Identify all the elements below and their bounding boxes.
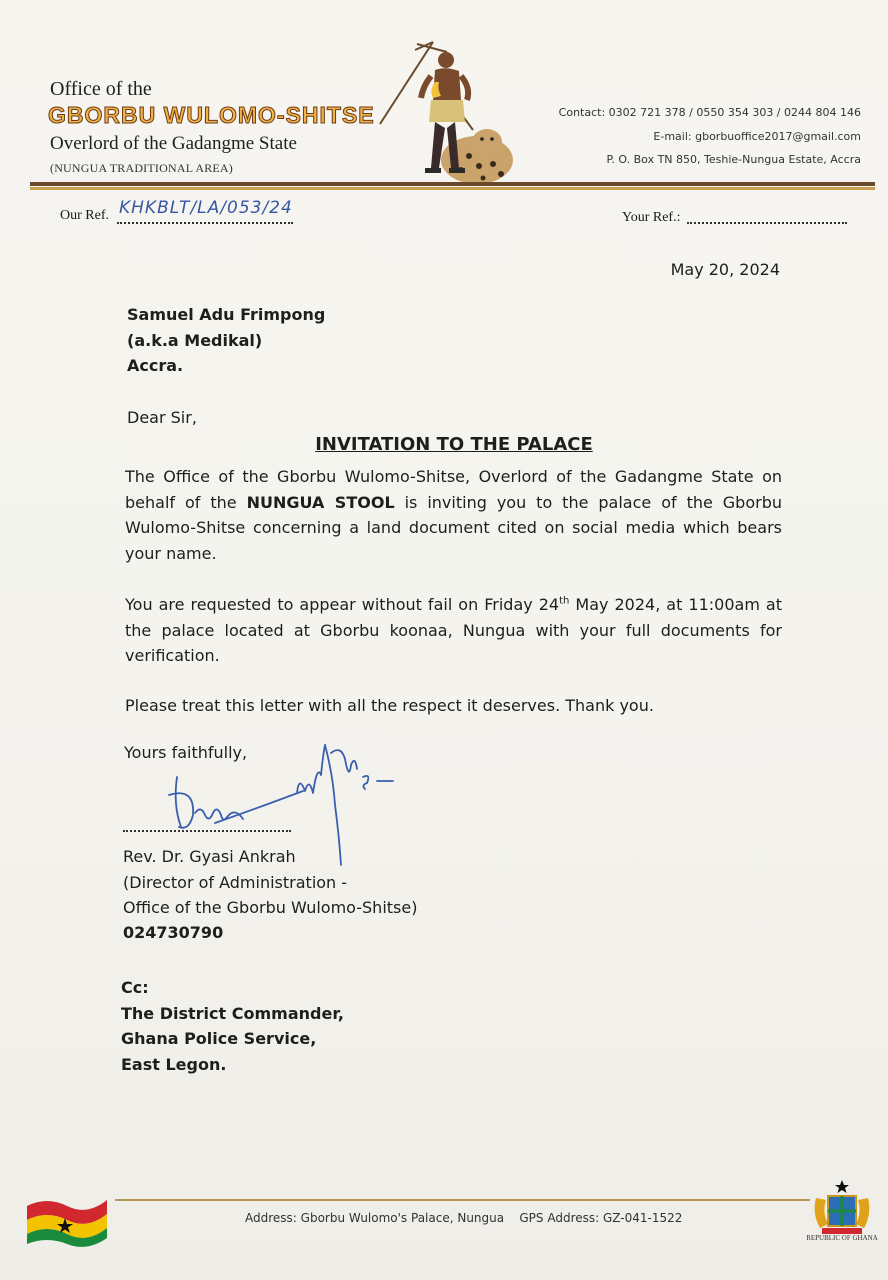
- ghana-coat-of-arms-icon: [808, 1178, 876, 1238]
- contact-email: E-mail: gborbuoffice2017@gmail.com: [653, 130, 861, 143]
- footer-gps: GPS Address: GZ-041-1522: [519, 1211, 683, 1225]
- office-name-title: GBORBU WULOMO-SHITSE: [48, 102, 375, 128]
- salutation: Dear Sir,: [127, 408, 197, 427]
- office-of-label: Office of the: [50, 78, 152, 100]
- recipient-city: Accra.: [127, 356, 184, 375]
- cc-line-location: East Legon.: [121, 1054, 227, 1074]
- signatory-phone: 024730790: [123, 923, 224, 942]
- recipient-alias: (a.k.a Medikal): [127, 330, 263, 350]
- your-ref-label: Your Ref.:: [622, 210, 681, 225]
- para2-superscript: th: [559, 595, 570, 607]
- para2-text-start: You are requested to appear without fail on Friday 24: [125, 595, 560, 614]
- contact-po-box: P. O. Box TN 850, Teshie-Nungua Estate, Accra: [606, 153, 861, 166]
- para1-text-start: The Office of the Gborbu Wulomo-Shitse, Overlord of the Gadangme State on behalf of the: [125, 467, 782, 512]
- footer-address-line: [245, 1211, 682, 1225]
- header-rule-dark: [30, 182, 875, 186]
- cc-line-commander: The District Commander,: [121, 1003, 344, 1023]
- para1-bold-stool: NUNGUA STOOL: [246, 492, 395, 512]
- warrior-with-leopard-icon: [375, 38, 515, 186]
- letter-date: May 20, 2024: [670, 260, 780, 279]
- body-paragraph-2: [125, 592, 782, 669]
- body-paragraph-1: [125, 464, 782, 566]
- cc-line-police: Ghana Police Service,: [121, 1029, 317, 1048]
- our-ref-handwritten-value: KHKBLT/LA/053/24: [119, 198, 293, 218]
- para2-text-end: May 2024, at 11:00am at the palace located at Gborbu koonaa, Nungua with your full documents for verification.: [125, 595, 783, 665]
- footer-rule: [115, 1199, 810, 1201]
- recipient-name: Samuel Adu Frimpong: [127, 305, 326, 324]
- letter-subject: INVITATION TO THE PALACE: [315, 434, 593, 455]
- our-ref-label: Our Ref.: [60, 208, 109, 223]
- your-ref-dotted-line: [687, 212, 847, 224]
- signatory-office: Office of the Gborbu Wulomo-Shitse): [123, 898, 418, 917]
- signatory-title: (Director of Administration -: [123, 872, 348, 892]
- cc-label: Cc:: [121, 978, 149, 997]
- coat-of-arms-caption: REPUBLIC OF GHANA: [806, 1234, 878, 1242]
- para1-text-end: is inviting you to the palace of the Gborbu Wulomo-Shitse concerning a land document cited on social media which bears your name.: [125, 492, 783, 563]
- header-rule-gold: [30, 187, 875, 190]
- signatory-name: Rev. Dr. Gyasi Ankrah: [123, 847, 296, 866]
- footer-address: Address: Gborbu Wulomo's Palace, Nungua: [245, 1211, 505, 1225]
- overlord-title: Overlord of the Gadangme State: [50, 133, 297, 154]
- body-paragraph-3: Please treat this letter with all the respect it deserves. Thank you.: [125, 696, 654, 715]
- ghana-flag-icon: [25, 1192, 110, 1247]
- contact-phone: Contact: 0302 721 378 / 0550 354 303 / 0244 804 146: [558, 106, 861, 119]
- closing-line: Yours faithfully,: [124, 743, 248, 762]
- recipient-block: [127, 302, 325, 379]
- cc-block: [121, 975, 344, 1077]
- traditional-area-label: (NUNGUA TRADITIONAL AREA): [50, 161, 233, 175]
- signatory-block: [123, 844, 417, 921]
